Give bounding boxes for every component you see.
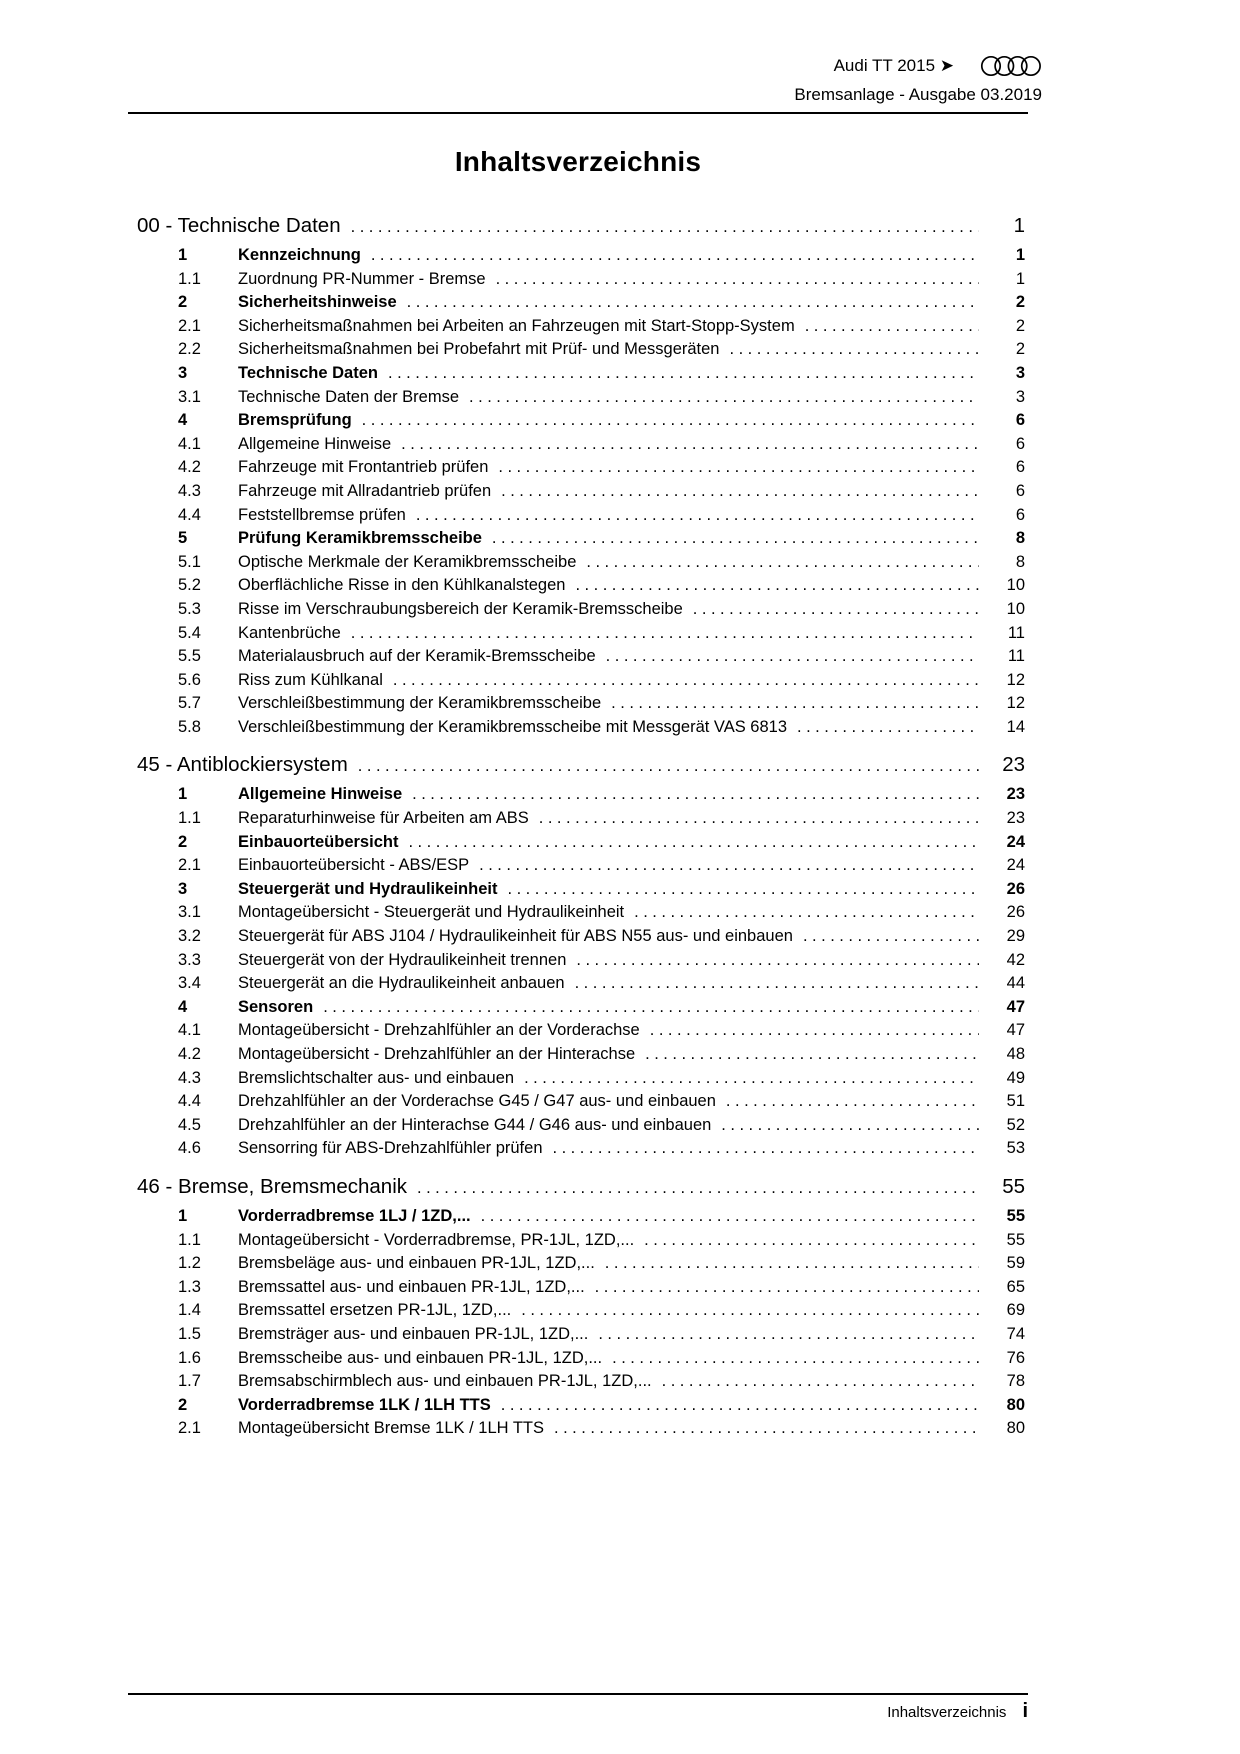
entry-number: 1.1	[178, 1230, 201, 1249]
entry-page-number: 26	[1006, 879, 1025, 898]
entry-page-number: 55	[1006, 1230, 1025, 1249]
chapter-title: 46 - Bremse, Bremsmechanik	[137, 1174, 408, 1198]
entry-page-number: 10	[1006, 599, 1025, 618]
entry-title: Montageübersicht - Steuergerät und Hydraulikeinheit	[238, 903, 625, 922]
entry-page-number: 8	[1015, 529, 1025, 548]
entry-page-number: 69	[1006, 1301, 1025, 1320]
entry-number: 1.6	[178, 1348, 201, 1367]
dot-leader	[408, 831, 979, 855]
dot-leader	[358, 757, 979, 776]
dot-leader	[524, 1067, 979, 1091]
model-title: Audi TT 2015 ➤	[833, 56, 954, 75]
dot-leader	[401, 433, 979, 457]
toc-entry-row	[137, 409, 1025, 433]
entry-number: 5.5	[178, 647, 201, 666]
entry-number: 4	[178, 411, 188, 430]
dot-leader	[507, 878, 979, 902]
entry-title: Bremsprüfung	[238, 411, 352, 430]
entry-number: 4	[178, 997, 188, 1016]
entry-number: 5.3	[178, 599, 201, 618]
entry-title: Riss zum Kühlkanal	[238, 670, 383, 689]
entry-number: 3.3	[178, 950, 201, 969]
footer-page-number: i	[1022, 1700, 1028, 1722]
dot-leader	[417, 1179, 979, 1198]
dot-leader	[612, 1347, 979, 1371]
entry-number: 4.1	[178, 1021, 201, 1040]
dot-leader	[606, 645, 979, 669]
entry-page-number: 80	[1006, 1419, 1025, 1438]
dot-leader	[362, 409, 979, 433]
entry-page-number: 14	[1006, 717, 1025, 736]
page-title: Inhaltsverzeichnis	[454, 146, 702, 177]
dot-leader	[595, 1276, 979, 1300]
dot-leader	[645, 1043, 979, 1067]
entry-title: Technische Daten der Bremse	[238, 387, 460, 406]
header-line1	[794, 54, 1042, 78]
entry-number: 5.2	[178, 576, 201, 595]
toc-entry-row	[137, 1090, 1025, 1114]
entry-number: 1.3	[178, 1277, 201, 1296]
dot-leader	[650, 1019, 979, 1043]
dot-leader	[407, 291, 979, 315]
toc-entry-row	[137, 574, 1025, 598]
entry-number: 3.4	[178, 974, 201, 993]
entry-title: Montageübersicht - Drehzahlfühler an der Hinterachse	[238, 1045, 636, 1063]
entry-number: 5.4	[178, 623, 201, 642]
toc-entry-row	[137, 362, 1025, 386]
dot-leader	[598, 1323, 979, 1347]
dot-leader	[721, 1114, 979, 1138]
entry-page-number: 1	[1015, 269, 1025, 288]
toc-entry-row	[137, 244, 1025, 268]
entry-number: 5.7	[178, 694, 201, 713]
toc-entry-row	[137, 831, 1025, 855]
entry-number: 2	[178, 293, 188, 312]
entry-number: 3.1	[178, 387, 201, 406]
entry-title: Optische Merkmale der Keramikbremsscheibe	[238, 552, 577, 571]
entry-page-number: 11	[1007, 623, 1025, 642]
dot-leader	[539, 807, 979, 831]
audi-rings-icon	[980, 54, 1042, 78]
toc-entry-row	[137, 622, 1025, 646]
entry-number: 3.1	[178, 903, 201, 922]
entry-page-number: 48	[1006, 1045, 1025, 1063]
entry-number: 1.2	[178, 1254, 201, 1273]
entry-number: 3.2	[178, 927, 201, 946]
dot-leader	[351, 622, 979, 646]
toc-chapter-row	[137, 753, 1025, 783]
entry-number: 4.4	[178, 1092, 201, 1111]
toc-entry-row	[137, 386, 1025, 410]
entry-number: 2.1	[178, 856, 201, 875]
entry-title: Kantenbrüche	[238, 623, 341, 642]
entry-title: Zuordnung PR-Nummer - Bremse	[238, 269, 486, 288]
dot-leader	[388, 362, 979, 386]
entry-title: Fahrzeuge mit Allradantrieb prüfen	[238, 481, 492, 500]
toc-entry-row	[137, 854, 1025, 878]
entry-title: Bremsscheibe aus- und einbauen PR-1JL, 1ZD,...	[238, 1348, 603, 1367]
dot-leader	[726, 1090, 979, 1114]
entry-title: Einbauorteübersicht - ABS/ESP	[238, 856, 470, 875]
entry-number: 4.1	[178, 434, 201, 453]
entry-page-number: 52	[1006, 1115, 1025, 1134]
dot-leader	[553, 1137, 980, 1161]
footer-divider	[128, 1693, 1028, 1695]
entry-page-number: 42	[1006, 950, 1025, 969]
entry-page-number: 1	[1015, 246, 1025, 264]
entry-title: Sicherheitsmaßnahmen bei Arbeiten an Fahrzeugen mit Start-Stopp-System	[238, 316, 795, 335]
dot-leader	[662, 1370, 979, 1394]
toc-entry-row	[137, 598, 1025, 622]
entry-number: 4.6	[178, 1139, 201, 1158]
dot-leader	[498, 456, 979, 480]
toc-entry-row	[137, 456, 1025, 480]
entry-page-number: 44	[1006, 974, 1025, 993]
chapter-page-number: 55	[1002, 1174, 1025, 1198]
dot-leader	[351, 218, 979, 237]
toc-entry-row	[137, 925, 1025, 949]
entry-page-number: 8	[1015, 552, 1025, 571]
entry-title: Drehzahlfühler an der Hinterachse G44 / G46 aus- und einbauen	[238, 1115, 712, 1134]
entry-number: 5	[178, 529, 188, 548]
toc-entry-row	[137, 315, 1025, 339]
entry-page-number: 2	[1015, 340, 1025, 359]
dot-leader	[521, 1299, 979, 1323]
entry-number: 1.1	[178, 269, 201, 288]
toc-entry-row	[137, 692, 1025, 716]
entry-number: 1.1	[178, 809, 201, 828]
footer-label: Inhaltsverzeichnis	[887, 1704, 1007, 1721]
toc-entry-row	[137, 551, 1025, 575]
entry-number: 4.2	[178, 458, 201, 477]
entry-page-number: 6	[1015, 411, 1025, 430]
toc-entry-row	[137, 1252, 1025, 1276]
entry-page-number: 2	[1015, 316, 1025, 335]
toc	[137, 214, 1025, 1441]
entry-number: 5.8	[178, 717, 201, 736]
entry-number: 4.3	[178, 481, 201, 500]
toc-entry-row	[137, 1347, 1025, 1371]
dot-leader	[693, 598, 979, 622]
entry-title: Sensoren	[238, 997, 314, 1016]
entry-title: Steuergerät von der Hydraulikeinheit trennen	[238, 950, 567, 969]
entry-page-number: 53	[1006, 1139, 1025, 1158]
entry-number: 1.7	[178, 1372, 201, 1391]
dot-leader	[323, 996, 979, 1020]
chapter-page-number: 1	[1013, 214, 1025, 237]
entry-title: Verschleißbestimmung der Keramikbremsscheibe	[238, 694, 602, 713]
entry-title: Sicherheitsmaßnahmen bei Probefahrt mit Prüf- und Messgeräten	[238, 340, 720, 359]
entry-title: Allgemeine Hinweise	[238, 785, 403, 804]
toc-entry-row	[137, 996, 1025, 1020]
dot-leader	[575, 574, 979, 598]
entry-number: 4.5	[178, 1115, 201, 1134]
dot-leader	[803, 925, 979, 949]
toc-entry-row	[137, 878, 1025, 902]
entry-title: Allgemeine Hinweise	[238, 434, 392, 453]
dot-leader	[797, 716, 979, 740]
entry-number: 2	[178, 1395, 188, 1414]
entry-page-number: 76	[1006, 1348, 1025, 1367]
entry-title: Feststellbremse prüfen	[238, 505, 406, 524]
entry-page-number: 26	[1006, 903, 1025, 922]
dot-leader	[501, 480, 979, 504]
dot-leader	[611, 692, 979, 716]
toc-entry-row	[137, 433, 1025, 457]
toc-entry-row	[137, 291, 1025, 315]
entry-page-number: 23	[1006, 809, 1025, 828]
dot-leader	[554, 1417, 979, 1441]
entry-page-number: 24	[1006, 832, 1025, 851]
dot-leader	[575, 972, 979, 996]
toc-entry-row	[137, 504, 1025, 528]
entry-page-number: 6	[1015, 434, 1025, 453]
entry-title: Kennzeichnung	[238, 246, 361, 264]
entry-number: 2.2	[178, 340, 201, 359]
entry-number: 2.1	[178, 316, 201, 335]
entry-page-number: 55	[1006, 1206, 1025, 1225]
entry-title: Einbauorteübersicht	[238, 832, 399, 851]
toc-entry-row	[137, 1299, 1025, 1323]
entry-title: Sicherheitshinweise	[238, 293, 397, 312]
entry-number: 1	[178, 246, 188, 264]
entry-title: Bremsabschirmblech aus- und einbauen PR-1JL, 1ZD,...	[238, 1372, 652, 1391]
entry-number: 1	[178, 1206, 188, 1225]
header-divider	[128, 112, 1028, 114]
entry-page-number: 10	[1006, 576, 1025, 595]
entry-title: Steuergerät für ABS J104 / Hydraulikeinheit für ABS N55 aus- und einbauen	[238, 927, 793, 946]
entry-page-number: 80	[1006, 1395, 1025, 1414]
entry-page-number: 47	[1006, 1021, 1025, 1040]
toc-entry-row	[137, 1276, 1025, 1300]
entry-number: 4.3	[178, 1068, 201, 1087]
dot-leader	[496, 268, 979, 292]
entry-title: Oberflächliche Risse in den Kühlkanalstegen	[238, 576, 566, 595]
toc-entry-row	[137, 527, 1025, 551]
entry-page-number: 49	[1006, 1068, 1025, 1087]
entry-page-number: 6	[1015, 481, 1025, 500]
entry-title: Sensorring für ABS-Drehzahlfühler prüfen	[238, 1139, 543, 1158]
entry-page-number: 3	[1015, 363, 1025, 382]
toc-entry-row	[137, 1043, 1025, 1067]
chapter-title: 45 - Antiblockiersystem	[137, 753, 348, 777]
entry-title: Technische Daten	[238, 363, 378, 382]
toc-entry-row	[137, 949, 1025, 973]
toc-entry-row	[137, 1370, 1025, 1394]
entry-page-number: 2	[1015, 293, 1025, 312]
toc-entry-row	[137, 807, 1025, 831]
entry-title: Risse im Verschraubungsbereich der Keramik-Bremsscheibe	[238, 599, 683, 618]
entry-title: Prüfung Keramikbremsscheibe	[238, 529, 482, 548]
dot-leader	[492, 527, 979, 551]
toc-chapter-row	[137, 1175, 1025, 1205]
toc-entry-row	[137, 716, 1025, 740]
page-footer	[128, 1700, 1028, 1723]
entry-title: Vorderradbremse 1LJ / 1ZD,...	[238, 1206, 471, 1225]
entry-title: Bremsträger aus- und einbauen PR-1JL, 1ZD,...	[238, 1324, 589, 1343]
toc-entry-row	[137, 645, 1025, 669]
toc-entry-row	[137, 1417, 1025, 1441]
entry-page-number: 65	[1006, 1277, 1025, 1296]
dot-leader	[371, 244, 979, 268]
dot-leader	[586, 551, 979, 575]
dot-leader	[634, 901, 979, 925]
toc-entry-row	[137, 972, 1025, 996]
entry-number: 3	[178, 879, 188, 898]
toc-entry-row	[137, 338, 1025, 362]
entry-page-number: 47	[1006, 997, 1025, 1016]
entry-number: 4.4	[178, 505, 201, 524]
entry-page-number: 24	[1006, 856, 1025, 875]
entry-title: Steuergerät an die Hydraulikeinheit anbauen	[238, 974, 565, 993]
entry-title: Vorderradbremse 1LK / 1LH TTS	[238, 1395, 491, 1414]
toc-entry-row	[137, 783, 1025, 807]
entry-title: Reparaturhinweise für Arbeiten am ABS	[238, 809, 529, 828]
toc-entry-row	[137, 480, 1025, 504]
entry-page-number: 11	[1007, 647, 1025, 666]
dot-leader	[469, 386, 979, 410]
dot-leader	[412, 783, 979, 807]
entry-title: Drehzahlfühler an der Vorderachse G45 / G47 aus- und einbauen	[238, 1092, 716, 1111]
chapter-title: 00 - Technische Daten	[137, 214, 341, 237]
entry-title: Verschleißbestimmung der Keramikbremsscheibe mit Messgerät VAS 6813	[238, 717, 788, 736]
entry-page-number: 74	[1006, 1324, 1025, 1343]
dot-leader	[805, 315, 979, 339]
entry-title: Montageübersicht Bremse 1LK / 1LH TTS	[238, 1419, 545, 1438]
entry-title: Bremssattel aus- und einbauen PR-1JL, 1ZD,...	[238, 1277, 585, 1296]
toc-entry-row	[137, 1205, 1025, 1229]
entry-number: 1.4	[178, 1301, 201, 1320]
entry-title: Bremssattel ersetzen PR-1JL, 1ZD,...	[238, 1301, 512, 1320]
entry-title: Bremslichtschalter aus- und einbauen	[238, 1068, 515, 1087]
toc-entry-row	[137, 669, 1025, 693]
entry-number: 3	[178, 363, 188, 382]
toc-entry-row	[137, 268, 1025, 292]
document-subtitle: Bremsanlage - Ausgabe 03.2019	[794, 85, 1042, 104]
entry-title: Montageübersicht - Drehzahlfühler an der Vorderachse	[238, 1021, 640, 1040]
dot-leader	[644, 1229, 979, 1253]
entry-number: 2	[178, 832, 188, 851]
dot-leader	[576, 949, 979, 973]
toc-entry-row	[137, 1137, 1025, 1161]
entry-number: 1	[178, 785, 188, 804]
entry-page-number: 51	[1006, 1092, 1025, 1111]
page-header	[794, 54, 1042, 105]
entry-title: Montageübersicht - Vorderradbremse, PR-1JL, 1ZD,...	[238, 1230, 635, 1249]
entry-number: 5.6	[178, 670, 201, 689]
entry-page-number: 12	[1006, 670, 1025, 689]
entry-page-number: 6	[1015, 505, 1025, 524]
toc-entry-row	[137, 1394, 1025, 1418]
entry-number: 5.1	[178, 552, 201, 571]
dot-leader	[605, 1252, 979, 1276]
toc-chapter-row	[137, 214, 1025, 244]
toc-entry-row	[137, 1229, 1025, 1253]
entry-page-number: 6	[1015, 458, 1025, 477]
entry-title: Fahrzeuge mit Frontantrieb prüfen	[238, 458, 489, 477]
toc-entry-row	[137, 1019, 1025, 1043]
entry-number: 4.2	[178, 1045, 201, 1063]
dot-leader	[416, 504, 979, 528]
entry-number: 2.1	[178, 1419, 201, 1438]
dot-leader	[501, 1394, 979, 1418]
entry-page-number: 23	[1006, 785, 1025, 804]
entry-page-number: 12	[1006, 694, 1025, 713]
dot-leader	[479, 854, 979, 878]
entry-title: Steuergerät und Hydraulikeinheit	[238, 879, 498, 898]
entry-page-number: 59	[1006, 1254, 1025, 1273]
toc-entry-row	[137, 1067, 1025, 1091]
toc-entry-row	[137, 1114, 1025, 1138]
entry-page-number: 78	[1006, 1372, 1025, 1391]
dot-leader	[481, 1205, 979, 1229]
toc-entry-row	[137, 901, 1025, 925]
chapter-page-number: 23	[1002, 753, 1025, 777]
entry-title: Materialausbruch auf der Keramik-Bremsscheibe	[238, 647, 596, 666]
toc-entry-row	[137, 1323, 1025, 1347]
dot-leader	[729, 338, 979, 362]
dot-leader	[393, 669, 979, 693]
entry-page-number: 29	[1006, 927, 1025, 946]
entry-page-number: 3	[1015, 387, 1025, 406]
entry-title: Bremsbeläge aus- und einbauen PR-1JL, 1ZD,...	[238, 1254, 595, 1273]
entry-number: 1.5	[178, 1324, 201, 1343]
